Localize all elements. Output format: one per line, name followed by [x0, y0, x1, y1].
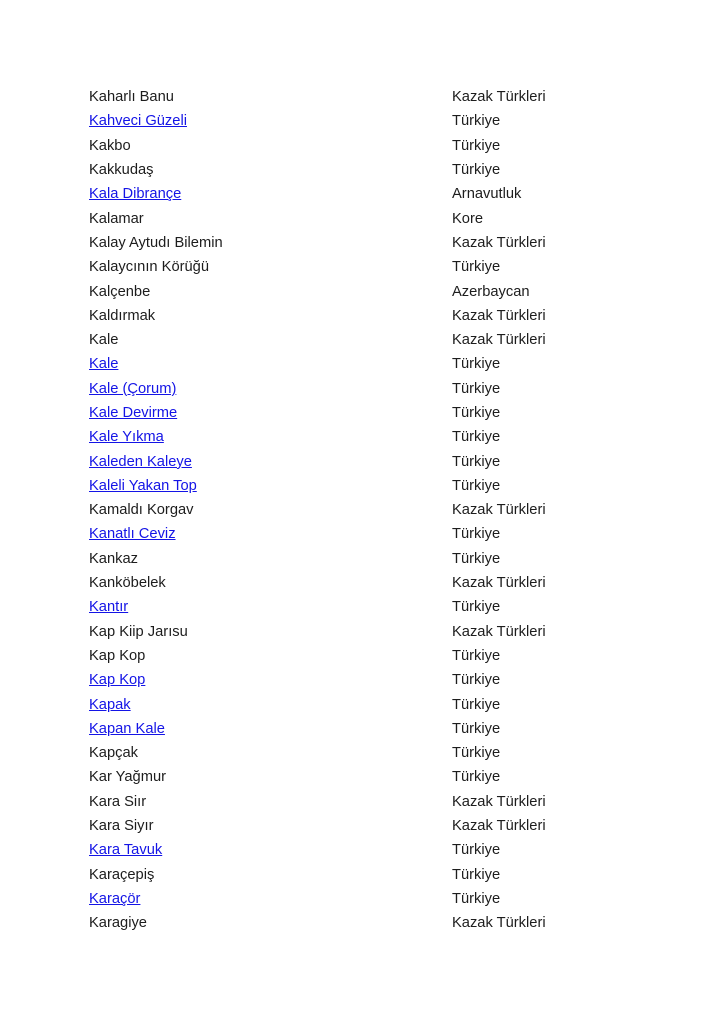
- game-link[interactable]: Kapak: [89, 696, 131, 713]
- list-item: [89, 790, 649, 814]
- origin-label: Türkiye: [452, 842, 501, 859]
- list-item: [89, 717, 649, 741]
- list-item: [89, 692, 649, 716]
- list-item: [89, 814, 649, 838]
- origin-label: Türkiye: [452, 526, 501, 543]
- game-origin-list: [89, 85, 649, 935]
- list-item: [89, 279, 649, 303]
- list-item: [89, 765, 649, 789]
- list-item: [89, 887, 649, 911]
- game-link[interactable]: Kaleden Kaleye: [89, 453, 192, 470]
- list-item: [89, 571, 649, 595]
- game-name: Kakbo: [89, 137, 131, 154]
- list-item: [89, 255, 649, 279]
- game-link[interactable]: Kantır: [89, 599, 129, 616]
- origin-label: Kazak Türkleri: [452, 575, 546, 592]
- origin-label: Kazak Türkleri: [452, 793, 546, 810]
- game-link[interactable]: Kanatlı Ceviz: [89, 526, 176, 543]
- list-item: [89, 304, 649, 328]
- game-name: Kankaz: [89, 550, 138, 567]
- game-link[interactable]: Kaleli Yakan Top: [89, 477, 197, 494]
- game-link[interactable]: Kale (Çorum): [89, 380, 177, 397]
- list-item: [89, 474, 649, 498]
- game-name: Kapçak: [89, 745, 138, 762]
- origin-label: Türkiye: [452, 769, 501, 786]
- origin-label: Türkiye: [452, 599, 501, 616]
- origin-label: Arnavutluk: [452, 186, 522, 203]
- origin-label: Kazak Türkleri: [452, 89, 546, 106]
- list-item: [89, 911, 649, 935]
- origin-label: Kazak Türkleri: [452, 818, 546, 835]
- origin-label: Türkiye: [452, 647, 501, 664]
- origin-label: Türkiye: [452, 113, 501, 130]
- origin-label: Türkiye: [452, 890, 501, 907]
- game-link[interactable]: Kale: [89, 356, 119, 373]
- list-item: [89, 377, 649, 401]
- origin-label: Kazak Türkleri: [452, 307, 546, 324]
- origin-label: Türkiye: [452, 477, 501, 494]
- game-name: Kara Siır: [89, 793, 147, 810]
- list-item: [89, 231, 649, 255]
- game-name: Kaharlı Banu: [89, 89, 174, 106]
- list-item: [89, 134, 649, 158]
- game-link[interactable]: Kara Tavuk: [89, 842, 163, 859]
- game-name: Kamaldı Korgav: [89, 502, 194, 519]
- origin-label: Azerbaycan: [452, 283, 530, 300]
- list-item: [89, 352, 649, 376]
- game-name: Kalçenbe: [89, 283, 151, 300]
- origin-label: Türkiye: [452, 356, 501, 373]
- origin-label: Türkiye: [452, 162, 501, 179]
- origin-label: Türkiye: [452, 405, 501, 421]
- list-item: [89, 401, 649, 425]
- list-item: [89, 449, 649, 473]
- list-item: [89, 668, 649, 692]
- list-item: [89, 109, 649, 133]
- game-name: Kalaycının Körüğü: [89, 259, 210, 276]
- origin-label: Türkiye: [452, 429, 501, 446]
- origin-label: Türkiye: [452, 137, 501, 154]
- origin-label: Türkiye: [452, 866, 501, 883]
- game-name: Kanköbelek: [89, 575, 166, 592]
- game-link[interactable]: Kahveci Güzeli: [89, 113, 187, 130]
- game-name: Kap Kop: [89, 647, 146, 664]
- list-item: [89, 206, 649, 230]
- list-item: [89, 158, 649, 182]
- origin-label: Türkiye: [452, 380, 501, 397]
- list-item: [89, 328, 649, 352]
- game-name: Kap Kiip Jarısu: [89, 623, 188, 640]
- game-link[interactable]: Kale Yıkma: [89, 429, 164, 446]
- list-item: [89, 547, 649, 571]
- game-link[interactable]: Kapan Kale: [89, 720, 165, 737]
- origin-label: Türkiye: [452, 453, 501, 470]
- game-link[interactable]: Kap Kop: [89, 672, 146, 689]
- origin-label: Türkiye: [452, 696, 501, 713]
- game-link[interactable]: Karaçör: [89, 890, 141, 907]
- origin-label: Türkiye: [452, 672, 501, 689]
- origin-label: Türkiye: [452, 720, 501, 737]
- list-item: [89, 863, 649, 887]
- game-name: Karagiye: [89, 915, 147, 932]
- list-item: [89, 838, 649, 862]
- origin-label: Kazak Türkleri: [452, 502, 546, 519]
- list-item: [89, 595, 649, 619]
- origin-label: Kore: [452, 210, 484, 227]
- list-item: [89, 522, 649, 546]
- game-name: Kalay Aytudı Bilemin: [89, 234, 223, 251]
- list-item: [89, 644, 649, 668]
- origin-label: Kazak Türkleri: [452, 234, 546, 251]
- list-item: [89, 498, 649, 522]
- list-item: [89, 182, 649, 206]
- list-item: [89, 741, 649, 765]
- game-name: Kaldırmak: [89, 307, 156, 324]
- list-item: [89, 425, 649, 449]
- origin-label: Kazak Türkleri: [452, 915, 546, 932]
- origin-label: Türkiye: [452, 745, 501, 762]
- game-name: Kar Yağmur: [89, 769, 167, 786]
- game-name: Kale: [89, 332, 119, 349]
- list-item: [89, 85, 649, 109]
- origin-label: Türkiye: [452, 550, 501, 567]
- list-item: [89, 620, 649, 644]
- origin-label: Türkiye: [452, 259, 501, 276]
- game-name: Kara Siyır: [89, 818, 154, 835]
- game-name: Kakkudaş: [89, 162, 154, 179]
- game-link[interactable]: Kale Devirme: [89, 405, 178, 421]
- game-name: Karaçepiş: [89, 866, 155, 883]
- origin-label: Kazak Türkleri: [452, 623, 546, 640]
- game-link[interactable]: Kala Dibrançe: [89, 186, 182, 203]
- origin-label: Kazak Türkleri: [452, 332, 546, 349]
- game-name: Kalamar: [89, 210, 144, 227]
